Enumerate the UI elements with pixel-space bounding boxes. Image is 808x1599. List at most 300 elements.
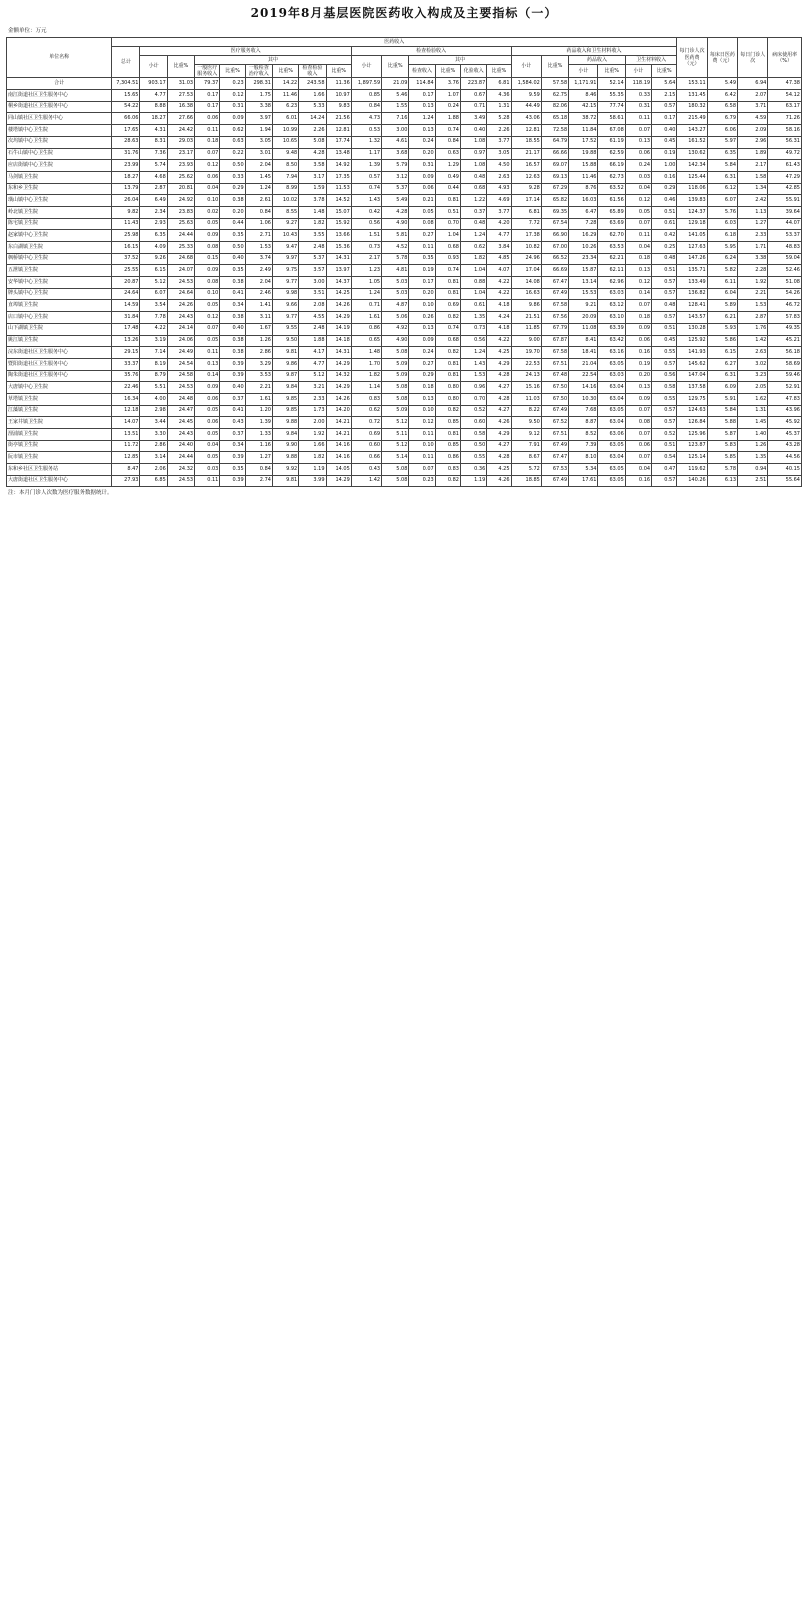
value-cell: 0.07 <box>195 148 220 160</box>
value-cell: 14.29 <box>326 382 351 394</box>
header-general-technical: 一般检查治疗收入 <box>245 65 272 78</box>
value-cell: 5.08 <box>382 393 409 405</box>
value-cell: 6.15 <box>707 347 737 359</box>
value-cell: 0.29 <box>652 183 677 195</box>
table-row <box>7 160 802 172</box>
value-cell: 14.26 <box>326 300 351 312</box>
value-cell: 14.16 <box>326 452 351 464</box>
value-cell: 63.42 <box>598 335 625 347</box>
value-cell: 0.42 <box>351 206 381 218</box>
value-cell: 14.31 <box>326 253 351 265</box>
value-cell: 0.57 <box>351 171 381 183</box>
unit-name-cell: 东和乡卫生院 <box>7 183 112 195</box>
value-cell: 1.76 <box>738 323 768 335</box>
value-cell: 1.26 <box>245 335 272 347</box>
value-cell: 14.29 <box>326 358 351 370</box>
value-cell: 1.04 <box>460 265 486 277</box>
value-cell: 0.57 <box>652 101 677 113</box>
value-cell: 9.66 <box>272 300 298 312</box>
value-cell: 6.18 <box>707 230 737 242</box>
value-cell: 63.05 <box>598 358 625 370</box>
value-cell: 0.52 <box>460 405 486 417</box>
value-cell: 9.12 <box>511 429 541 441</box>
value-cell: 14.29 <box>326 312 351 324</box>
value-cell: 1.88 <box>299 335 326 347</box>
value-cell: 8.99 <box>272 183 298 195</box>
value-cell: 3.77 <box>487 206 511 218</box>
value-cell: 2.06 <box>140 464 167 476</box>
value-cell: 3.17 <box>299 171 326 183</box>
value-cell: 24.45 <box>167 417 194 429</box>
value-cell: 65.82 <box>541 195 568 207</box>
value-cell: 4.90 <box>382 335 409 347</box>
value-cell: 0.51 <box>435 206 460 218</box>
value-cell: 0.22 <box>220 148 245 160</box>
value-cell: 0.83 <box>351 393 381 405</box>
value-cell: 0.07 <box>625 125 651 137</box>
value-cell: 14.32 <box>326 370 351 382</box>
value-cell: 58.69 <box>768 358 802 370</box>
value-cell: 2.26 <box>487 125 511 137</box>
value-cell: 10.97 <box>326 90 351 102</box>
value-cell: 4.28 <box>299 148 326 160</box>
value-cell: 5.49 <box>707 78 737 90</box>
value-cell: 35.76 <box>112 370 140 382</box>
value-cell: 0.31 <box>409 160 435 172</box>
value-cell: 9.28 <box>511 183 541 195</box>
value-cell: 67.50 <box>541 382 568 394</box>
value-cell: 0.51 <box>652 265 677 277</box>
value-cell: 124.37 <box>677 206 707 218</box>
value-cell: 67.47 <box>541 277 568 289</box>
unit-name-cell: 东白湖镇卫生院 <box>7 242 112 254</box>
value-cell: 0.35 <box>409 253 435 265</box>
value-cell: 45.21 <box>768 335 802 347</box>
unit-name-cell: 桐乡街道社区卫生服务中心 <box>7 101 112 113</box>
value-cell: 63.39 <box>598 323 625 335</box>
value-cell: 25.63 <box>167 218 194 230</box>
unit-name-cell: 枫桥镇中心卫生院 <box>7 253 112 265</box>
value-cell: 6.11 <box>707 277 737 289</box>
value-cell: 63.04 <box>598 452 625 464</box>
value-cell: 0.38 <box>220 347 245 359</box>
value-cell: 14.07 <box>112 417 140 429</box>
value-cell: 18.85 <box>511 475 541 487</box>
value-cell: 4.00 <box>140 393 167 405</box>
table-row <box>7 218 802 230</box>
table-row <box>7 136 802 148</box>
unit-name-cell: 璜山镇中心卫生院 <box>7 195 112 207</box>
value-cell: 27.93 <box>112 475 140 487</box>
value-cell: 21.51 <box>511 312 541 324</box>
value-cell: 1.24 <box>409 113 435 125</box>
value-cell: 0.58 <box>652 382 677 394</box>
value-cell: 1.35 <box>460 312 486 324</box>
value-cell: 43.96 <box>768 405 802 417</box>
value-cell: 0.06 <box>625 335 651 347</box>
value-cell: 0.57 <box>652 475 677 487</box>
value-cell: 0.54 <box>652 452 677 464</box>
value-cell: 7.14 <box>140 347 167 359</box>
header-bed-use-rate: 病床使用率（%） <box>768 38 802 78</box>
value-cell: 4.24 <box>487 312 511 324</box>
value-cell: 20.81 <box>167 183 194 195</box>
value-cell: 4.93 <box>487 183 511 195</box>
value-cell: 1.89 <box>738 148 768 160</box>
value-cell: 1.45 <box>245 171 272 183</box>
value-cell: 7.16 <box>382 113 409 125</box>
value-cell: 6.42 <box>707 90 737 102</box>
value-cell: 12.18 <box>112 405 140 417</box>
value-cell: 1.94 <box>245 125 272 137</box>
value-cell: 0.17 <box>409 277 435 289</box>
value-cell: 6.81 <box>511 206 541 218</box>
value-cell: 0.02 <box>195 206 220 218</box>
value-cell: 142.34 <box>677 160 707 172</box>
value-cell: 21.17 <box>511 148 541 160</box>
value-cell: 1.14 <box>351 382 381 394</box>
value-cell: 0.29 <box>220 183 245 195</box>
value-cell: 129.18 <box>677 218 707 230</box>
value-cell: 14.21 <box>326 429 351 441</box>
value-cell: 0.05 <box>625 206 651 218</box>
value-cell: 2.63 <box>738 347 768 359</box>
value-cell: 0.40 <box>652 125 677 137</box>
value-cell: 14.21 <box>326 417 351 429</box>
value-cell: 9.48 <box>272 148 298 160</box>
value-cell: 0.24 <box>409 136 435 148</box>
value-cell: 23.83 <box>167 206 194 218</box>
value-cell: 9.84 <box>272 382 298 394</box>
value-cell: 2.87 <box>738 312 768 324</box>
value-cell: 6.06 <box>707 125 737 137</box>
value-cell: 126.84 <box>677 417 707 429</box>
value-cell: 9.00 <box>511 335 541 347</box>
value-cell: 0.57 <box>652 358 677 370</box>
value-cell: 6.12 <box>707 183 737 195</box>
value-cell: 29.03 <box>167 136 194 148</box>
header-dt-of-which: 其中 <box>409 56 511 65</box>
value-cell: 0.04 <box>195 183 220 195</box>
value-cell: 3.78 <box>299 195 326 207</box>
value-cell: 9.86 <box>511 300 541 312</box>
value-cell: 0.56 <box>351 218 381 230</box>
header-dt-ratio: 比重% <box>382 56 409 78</box>
header-medical-income: 医药收入 <box>112 38 677 47</box>
value-cell: 44.07 <box>768 218 802 230</box>
value-cell: 2.49 <box>245 265 272 277</box>
value-cell: 10.99 <box>272 125 298 137</box>
value-cell: 69.13 <box>541 171 568 183</box>
value-cell: 66.66 <box>541 148 568 160</box>
value-cell: 0.62 <box>220 125 245 137</box>
value-cell: 0.35 <box>220 230 245 242</box>
value-cell: 13.97 <box>326 265 351 277</box>
value-cell: 5.64 <box>652 78 677 90</box>
value-cell: 18.27 <box>140 113 167 125</box>
value-cell: 6.03 <box>707 218 737 230</box>
value-cell: 3.58 <box>299 160 326 172</box>
value-cell: 38.72 <box>569 113 598 125</box>
value-cell: 12.63 <box>511 171 541 183</box>
value-cell: 14.24 <box>299 113 326 125</box>
value-cell: 0.23 <box>409 475 435 487</box>
value-cell: 0.19 <box>625 358 651 370</box>
value-cell: 1.16 <box>245 440 272 452</box>
value-cell: 161.52 <box>677 136 707 148</box>
value-cell: 5.34 <box>569 464 598 476</box>
value-cell: 65.89 <box>598 206 625 218</box>
value-cell: 2.34 <box>140 206 167 218</box>
value-cell: 0.39 <box>220 452 245 464</box>
value-cell: 1.22 <box>460 195 486 207</box>
value-cell: 0.80 <box>435 393 460 405</box>
value-cell: 3.00 <box>382 125 409 137</box>
value-cell: 0.38 <box>220 277 245 289</box>
value-cell: 4.27 <box>487 440 511 452</box>
header-drug-amount: 小计 <box>569 65 598 78</box>
value-cell: 67.56 <box>541 312 568 324</box>
value-cell: 1.06 <box>245 218 272 230</box>
value-cell: 131.45 <box>677 90 707 102</box>
value-cell: 0.74 <box>435 265 460 277</box>
value-cell: 62.70 <box>598 230 625 242</box>
value-cell: 24.96 <box>511 253 541 265</box>
value-cell: 3.54 <box>140 300 167 312</box>
value-cell: 0.24 <box>435 101 460 113</box>
value-cell: 0.07 <box>625 300 651 312</box>
value-cell: 6.07 <box>707 195 737 207</box>
value-cell: 4.09 <box>140 242 167 254</box>
value-cell: 9.97 <box>272 253 298 265</box>
value-cell: 55.91 <box>768 195 802 207</box>
value-cell: 24.13 <box>511 370 541 382</box>
value-cell: 9.50 <box>272 335 298 347</box>
value-cell: 2.05 <box>738 382 768 394</box>
value-cell: 0.57 <box>652 405 677 417</box>
value-cell: 4.22 <box>140 323 167 335</box>
value-cell: 25.33 <box>167 242 194 254</box>
value-cell: 0.13 <box>409 393 435 405</box>
value-cell: 0.13 <box>409 101 435 113</box>
value-cell: 0.07 <box>625 218 651 230</box>
value-cell: 0.13 <box>625 265 651 277</box>
value-cell: 72.58 <box>541 125 568 137</box>
value-cell: 0.74 <box>435 125 460 137</box>
value-cell: 52.91 <box>768 382 802 394</box>
value-cell: 2.07 <box>738 90 768 102</box>
unit-name-cell: 暨阳街道社区卫生服务中心 <box>7 358 112 370</box>
value-cell: 136.82 <box>677 288 707 300</box>
value-cell: 67.79 <box>541 323 568 335</box>
value-cell: 0.55 <box>652 393 677 405</box>
value-cell: 62.96 <box>598 277 625 289</box>
value-cell: 9.88 <box>272 452 298 464</box>
unit-name-cell: 次坞镇中心卫生院 <box>7 136 112 148</box>
value-cell: 0.49 <box>435 171 460 183</box>
value-cell: 2.48 <box>299 323 326 335</box>
value-cell: 31.76 <box>112 148 140 160</box>
value-cell: 2.17 <box>351 253 381 265</box>
value-cell: 62.11 <box>598 265 625 277</box>
value-cell: 46.72 <box>768 300 802 312</box>
value-cell: 1.53 <box>245 242 272 254</box>
value-cell: 133.49 <box>677 277 707 289</box>
value-cell: 24.48 <box>167 393 194 405</box>
value-cell: 24.43 <box>167 429 194 441</box>
value-cell: 0.17 <box>195 90 220 102</box>
value-cell: 0.05 <box>195 300 220 312</box>
value-cell: 12.81 <box>326 125 351 137</box>
value-cell: 0.09 <box>409 335 435 347</box>
value-cell: 56.18 <box>768 347 802 359</box>
value-cell: 15.92 <box>326 218 351 230</box>
value-cell: 1.24 <box>245 183 272 195</box>
unit-name-cell: 大唐镇中心卫生院 <box>7 382 112 394</box>
value-cell: 0.48 <box>460 218 486 230</box>
header-medical-service: 医疗服务收入 <box>140 47 351 56</box>
value-cell: 0.82 <box>435 405 460 417</box>
value-cell: 24.07 <box>167 265 194 277</box>
value-cell: 27.66 <box>167 113 194 125</box>
value-cell: 63.04 <box>598 393 625 405</box>
value-cell: 62.73 <box>598 171 625 183</box>
value-cell: 18.55 <box>511 136 541 148</box>
value-cell: 22.46 <box>112 382 140 394</box>
value-cell: 67.51 <box>541 429 568 441</box>
value-cell: 0.57 <box>652 417 677 429</box>
value-cell: 0.62 <box>351 405 381 417</box>
value-cell: 0.38 <box>220 195 245 207</box>
value-cell: 1.26 <box>738 440 768 452</box>
value-cell: 17.52 <box>569 136 598 148</box>
value-cell: 79.37 <box>195 78 220 90</box>
value-cell: 1.05 <box>351 277 381 289</box>
value-cell: 4.69 <box>487 195 511 207</box>
unit-name-cell: 同山镇社区卫生服务中心 <box>7 113 112 125</box>
value-cell: 0.11 <box>409 242 435 254</box>
value-cell: 1.43 <box>351 195 381 207</box>
value-cell: 23.93 <box>167 160 194 172</box>
value-cell: 0.09 <box>195 382 220 394</box>
value-cell: 0.73 <box>460 323 486 335</box>
value-cell: 3.97 <box>245 113 272 125</box>
value-cell: 4.29 <box>487 429 511 441</box>
value-cell: 0.09 <box>409 171 435 183</box>
value-cell: 0.34 <box>220 300 245 312</box>
value-cell: 0.08 <box>409 218 435 230</box>
unit-name-cell: 草塔镇卫生院 <box>7 393 112 405</box>
value-cell: 3.38 <box>245 101 272 113</box>
value-cell: 5.51 <box>140 382 167 394</box>
value-cell: 43.28 <box>768 440 802 452</box>
value-cell: 8.10 <box>569 452 598 464</box>
unit-name-cell: 浬浦镇卫生院 <box>7 429 112 441</box>
value-cell: 0.18 <box>625 253 651 265</box>
value-cell: 223.87 <box>460 78 486 90</box>
value-cell: 1.48 <box>299 206 326 218</box>
value-cell: 0.81 <box>435 288 460 300</box>
value-cell: 1.00 <box>652 160 677 172</box>
value-cell: 24.47 <box>167 405 194 417</box>
header-total: 总计 <box>112 47 140 78</box>
value-cell: 8.31 <box>140 136 167 148</box>
value-cell: 1.08 <box>460 160 486 172</box>
value-cell: 5.12 <box>382 440 409 452</box>
value-cell: 1.71 <box>738 242 768 254</box>
value-cell: 1.19 <box>460 475 486 487</box>
value-cell: 0.10 <box>409 405 435 417</box>
value-cell: 67.58 <box>541 347 568 359</box>
value-cell: 0.82 <box>435 347 460 359</box>
value-cell: 4.18 <box>487 300 511 312</box>
header-dr-subtotal: 小计 <box>511 56 541 78</box>
value-cell: 11.03 <box>511 393 541 405</box>
value-cell: 1.48 <box>351 347 381 359</box>
value-cell: 118.19 <box>625 78 651 90</box>
value-cell: 4.36 <box>487 90 511 102</box>
value-cell: 1.32 <box>351 136 381 148</box>
value-cell: 0.12 <box>220 90 245 102</box>
value-cell: 1.51 <box>351 230 381 242</box>
value-cell: 114.84 <box>409 78 435 90</box>
value-cell: 8.46 <box>569 90 598 102</box>
value-cell: 27.53 <box>167 90 194 102</box>
value-cell: 0.09 <box>625 393 651 405</box>
value-cell: 3.05 <box>487 148 511 160</box>
value-cell: 0.61 <box>652 218 677 230</box>
value-cell: 0.03 <box>195 464 220 476</box>
value-cell: 4.22 <box>487 335 511 347</box>
value-cell: 0.06 <box>625 148 651 160</box>
value-cell: 3.77 <box>487 136 511 148</box>
value-cell: 2.87 <box>140 183 167 195</box>
value-cell: 67.47 <box>541 452 568 464</box>
table-row <box>7 452 802 464</box>
value-cell: 0.63 <box>220 136 245 148</box>
value-cell: 1,897.59 <box>351 78 381 90</box>
value-cell: 0.82 <box>435 312 460 324</box>
value-cell: 3.21 <box>299 382 326 394</box>
unit-name-cell: 岭北镇卫生院 <box>7 206 112 218</box>
value-cell: 0.31 <box>220 101 245 113</box>
table-row <box>7 125 802 137</box>
value-cell: 0.70 <box>460 393 486 405</box>
value-cell: 0.27 <box>409 358 435 370</box>
table-row <box>7 405 802 417</box>
value-cell: 1.08 <box>460 136 486 148</box>
value-cell: 0.81 <box>435 277 460 289</box>
value-cell: 1.20 <box>245 405 272 417</box>
value-cell: 0.43 <box>220 417 245 429</box>
value-cell: 4.25 <box>487 347 511 359</box>
value-cell: 3.12 <box>382 171 409 183</box>
value-cell: 6.31 <box>707 370 737 382</box>
header-dts-ratio: 比重% <box>326 65 351 78</box>
value-cell: 8.19 <box>140 358 167 370</box>
unit-name-cell: 石牛山镇中心卫生院 <box>7 148 112 160</box>
value-cell: 47.29 <box>768 171 802 183</box>
value-cell: 0.58 <box>460 429 486 441</box>
value-cell: 4.22 <box>487 277 511 289</box>
value-cell: 14.29 <box>326 475 351 487</box>
value-cell: 0.45 <box>652 335 677 347</box>
value-cell: 127.63 <box>677 242 707 254</box>
value-cell: 5.93 <box>707 323 737 335</box>
value-cell: 0.19 <box>652 148 677 160</box>
value-cell: 66.06 <box>112 113 140 125</box>
value-cell: 2.28 <box>738 265 768 277</box>
